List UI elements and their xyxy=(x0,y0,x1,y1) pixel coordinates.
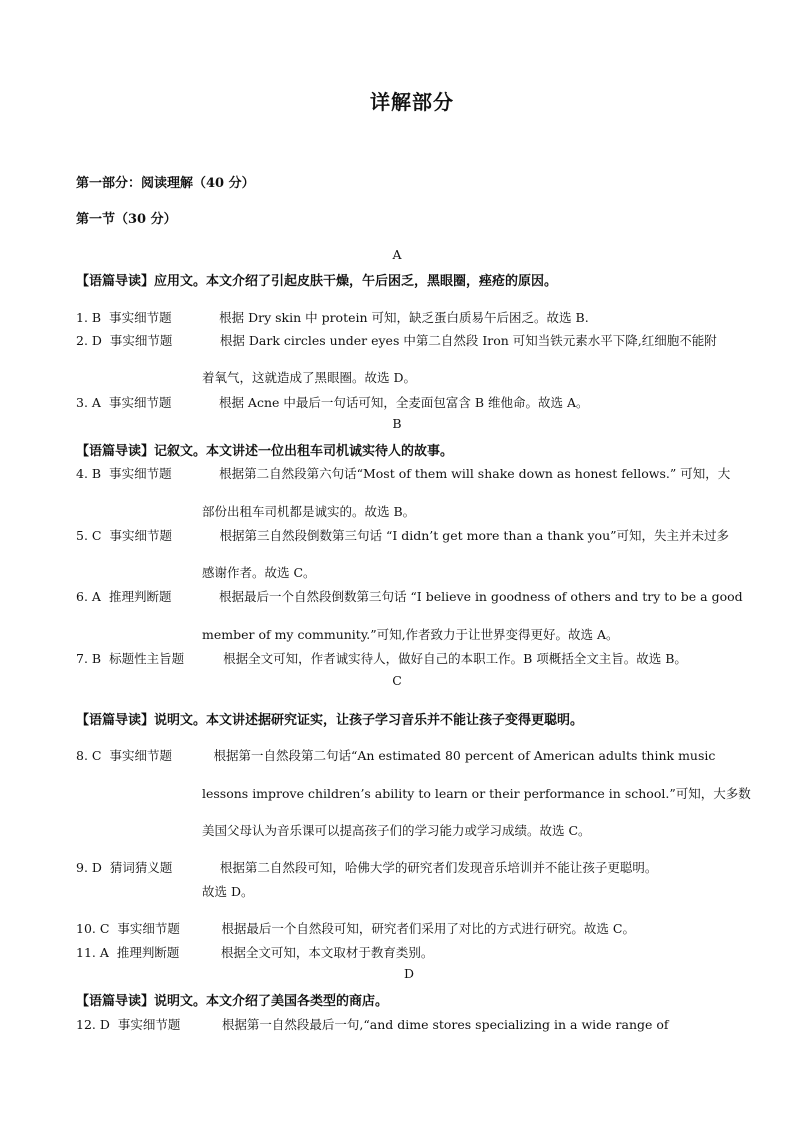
question-number: 9. D xyxy=(76,860,102,875)
question-type: 事实细节题 xyxy=(117,1017,181,1032)
question-explanation: 根据第一自然段最后一句,“and dime stores specializing in a wide range of xyxy=(221,1017,669,1032)
question-number: 5. C xyxy=(76,528,102,543)
question-type: 事实细节题 xyxy=(117,921,180,936)
question-explanation: 根据 Dry skin 中 protein 可知，缺乏蛋白质易午后困乏。故选 B. xyxy=(219,310,589,325)
question-explanation: 根据 Dark circles under eyes 中第二自然段 Iron 可知当铁元素水平下降,红细胞不能附 xyxy=(219,333,717,348)
answer-line-4-cont: 部份出租车司机都是诚实的。故选 B。 xyxy=(202,504,416,519)
answer-line-11 xyxy=(76,943,433,961)
question-type: 标题性主旨题 xyxy=(109,651,185,666)
answer-line-12 xyxy=(76,1015,669,1033)
question-explanation: 根据全文可知，本文取材于教育类别。 xyxy=(220,945,434,960)
question-explanation: 根据第二自然段第六句话“Most of them will shake down as honest fellows.” 可知，大 xyxy=(219,466,731,481)
question-number: 1. B xyxy=(76,310,102,325)
question-number: 11. A xyxy=(76,945,109,960)
passage-guide-a: 【语篇导读】应用文。本文介绍了引起皮肤干燥，午后困乏，黑眼圈，痤疮的原因。 xyxy=(76,274,558,289)
answer-line-9 xyxy=(76,858,657,876)
answer-line-2-cont: 着氧气，这就造成了黑眼圈。故选 D。 xyxy=(202,370,416,385)
question-type: 猜词猜义题 xyxy=(109,860,173,875)
question-explanation: 根据第二自然段可知，哈佛大学的研究者们发现音乐培训并不能让孩子更聪明。 xyxy=(219,860,658,875)
answer-line-7 xyxy=(76,649,687,667)
question-number: 4. B xyxy=(76,466,102,481)
answer-line-3 xyxy=(76,393,589,411)
answer-line-5 xyxy=(76,526,729,544)
question-type: 事实细节题 xyxy=(109,466,172,481)
answer-line-1 xyxy=(76,308,589,326)
answer-line-10 xyxy=(76,919,635,937)
passage-guide-d: 【语篇导读】说明文。本文介绍了美国各类型的商店。 xyxy=(76,994,389,1009)
question-number: 8. C xyxy=(76,748,102,763)
passage-letter-d: D xyxy=(403,966,415,981)
page-title: 详解部分 xyxy=(370,90,454,114)
question-explanation: 根据全文可知，作者诚实待人，做好自己的本职工作。B 项概括全文主旨。故选 B。 xyxy=(223,651,687,666)
question-number: 2. D xyxy=(76,333,102,348)
question-type: 事实细节题 xyxy=(109,528,172,543)
answer-line-8-cont1: lessons improve children’s ability to learn or their performance in school.”可知，大多数 xyxy=(202,786,751,801)
question-explanation: 根据最后一个自然段可知，研究者们采用了对比的方式进行研究。故选 C。 xyxy=(221,921,635,936)
question-number: 12. D xyxy=(76,1017,110,1032)
passage-letter-c: C xyxy=(392,673,402,688)
question-explanation: 根据第一自然段第二句话“An estimated 80 percent of American adults think music xyxy=(213,748,716,763)
answer-line-8-cont2: 美国父母认为音乐课可以提高孩子们的学习能力或学习成绩。故选 C。 xyxy=(202,823,591,838)
passage-letter-b: B xyxy=(392,416,402,431)
answer-line-6 xyxy=(76,587,743,605)
section-heading: 第一节（30 分） xyxy=(76,212,177,227)
question-number: 3. A xyxy=(76,395,101,410)
answer-line-5-cont: 感谢作者。故选 C。 xyxy=(202,565,316,580)
part-heading: 第一部分：阅读理解（40 分） xyxy=(76,176,255,191)
question-number: 10. C xyxy=(76,921,110,936)
passage-guide-c: 【语篇导读】说明文。本文讲述据研究证实，让孩子学习音乐并不能让孩子变得更聪明。 xyxy=(76,713,584,728)
question-explanation: 根据最后一个自然段倒数第三句话 “I believe in goodness of others and try to be a good xyxy=(218,589,743,604)
question-type: 事实细节题 xyxy=(108,395,172,410)
question-number: 6. A xyxy=(76,589,101,604)
answer-line-9-cont: 故选 D。 xyxy=(202,884,254,899)
question-type: 事实细节题 xyxy=(109,310,172,325)
question-explanation: 根据 Acne 中最后一句话可知，全麦面包富含 B 维他命。故选 A。 xyxy=(218,395,589,410)
question-number: 7. B xyxy=(76,651,102,666)
passage-guide-b: 【语篇导读】记叙文。本文讲述一位出租车司机诚实待人的故事。 xyxy=(76,444,454,459)
question-type: 推理判断题 xyxy=(108,589,172,604)
question-type: 事实细节题 xyxy=(109,748,172,763)
question-type: 推理判断题 xyxy=(116,945,180,960)
question-explanation: 根据第三自然段倒数第三句话 “I didn’t get more than a thank you”可知，失主并未过多 xyxy=(219,528,730,543)
answer-line-2 xyxy=(76,331,717,349)
answer-line-4 xyxy=(76,464,730,482)
answer-line-6-cont: member of my community.”可知,作者致力于让世界变得更好。故选 A。 xyxy=(202,627,619,642)
answer-line-8 xyxy=(76,746,715,764)
question-type: 事实细节题 xyxy=(109,333,173,348)
passage-letter-a: A xyxy=(392,247,402,262)
